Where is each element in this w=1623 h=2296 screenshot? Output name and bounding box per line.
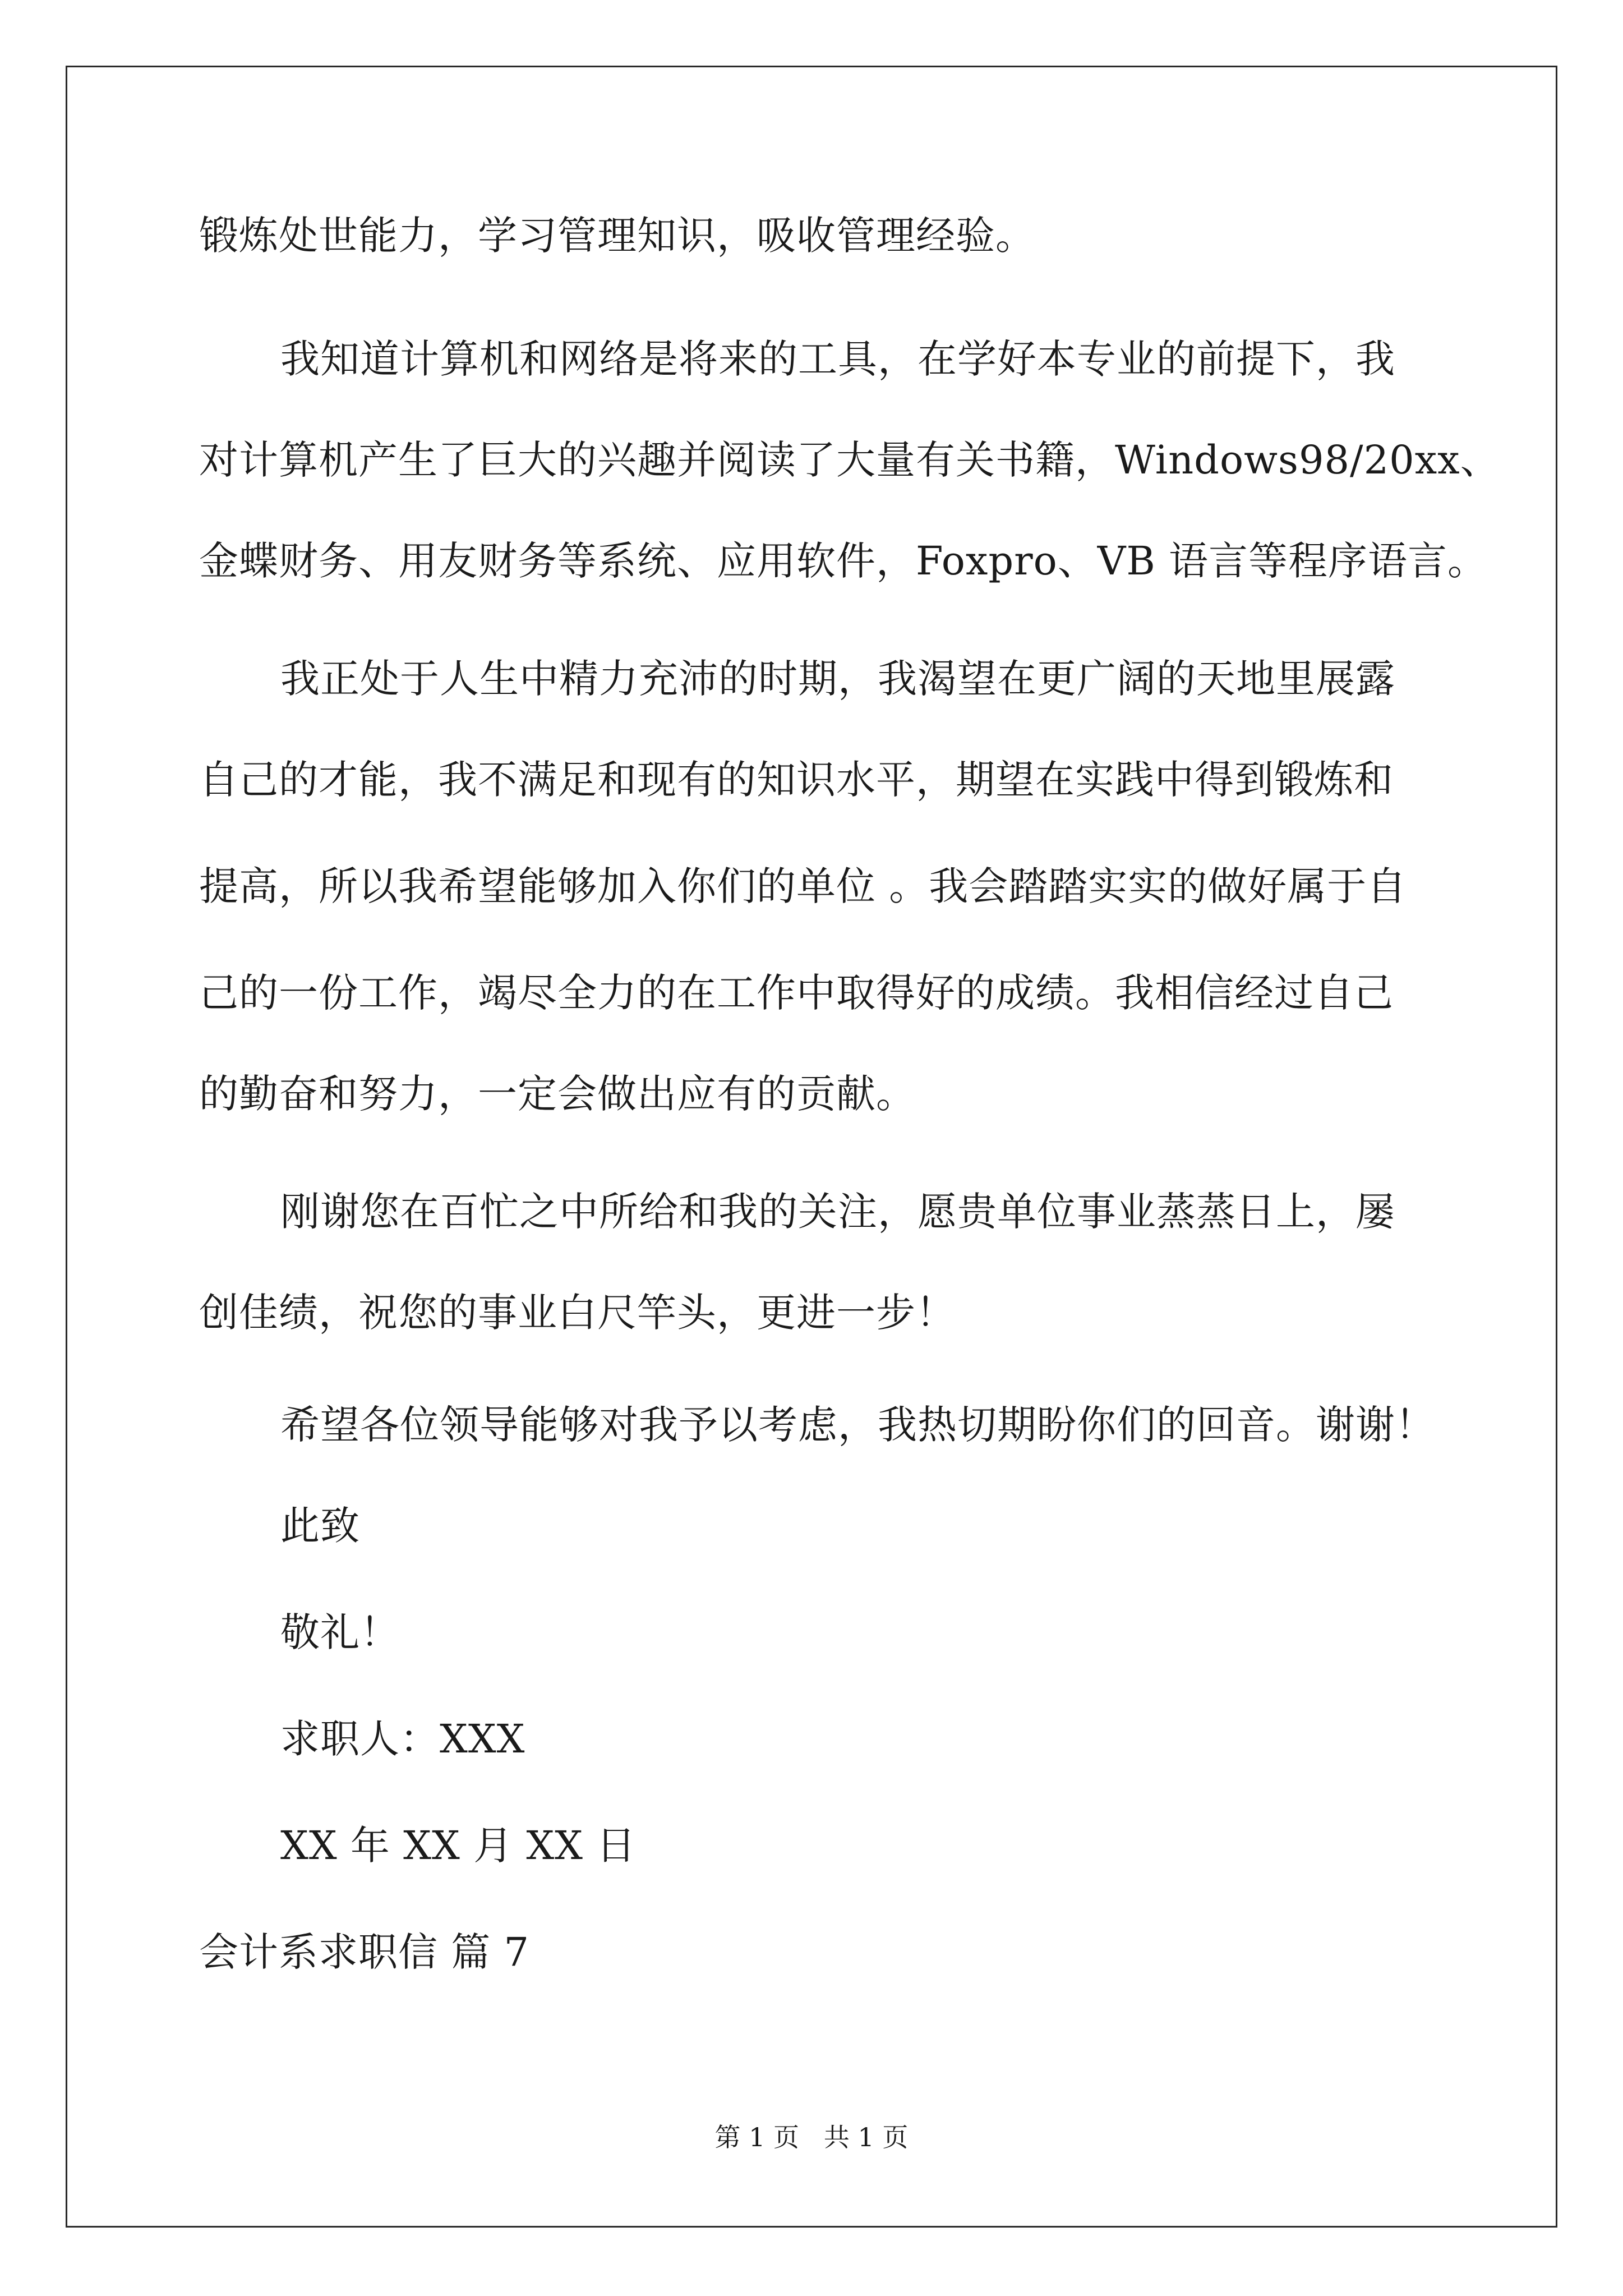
body-line: 的勤奋和努力，一定会做出应有的贡献。	[199, 1071, 916, 1117]
body-line: 刚谢您在百忙之中所给和我的关注，愿贵单位事业蒸蒸日上，屡	[280, 1189, 1395, 1235]
body-line: 我知道计算机和网络是将来的工具，在学好本专业的前提下，我	[280, 336, 1395, 382]
body-line: 金蝶财务、用友财务等系统、应用软件，Foxpro、VB 语言等程序语言。	[199, 538, 1488, 584]
closing-regards: 敬礼！	[280, 1609, 400, 1655]
body-line: 锻炼处世能力，学习管理知识，吸收管理经验。	[199, 213, 1035, 259]
signature-line: 求职人：XXX	[280, 1716, 525, 1762]
date-line: XX 年 XX 月 XX 日	[280, 1823, 637, 1869]
page-border	[66, 66, 1557, 2228]
body-line: 自己的才能，我不满足和现有的知识水平，期望在实践中得到锻炼和	[199, 757, 1394, 803]
page-footer: 第 1 页 共 1 页	[714, 2122, 909, 2152]
body-line: 我正处于人生中精力充沛的时期，我渴望在更广阔的天地里展露	[280, 656, 1395, 702]
body-line: 创佳绩，祝您的事业白尺竿头，更进一步！	[199, 1290, 956, 1336]
section-heading: 会计系求职信 篇 7	[199, 1929, 530, 1975]
body-line: 希望各位领导能够对我予以考虑，我热切期盼你们的回音。谢谢！	[280, 1402, 1435, 1448]
body-line: 对计算机产生了巨大的兴趣并阅读了大量有关书籍，Windows98/20xx、	[199, 437, 1500, 483]
body-line: 提高，所以我希望能够加入你们的单位 。我会踏踏实实的做好属于自	[199, 863, 1407, 909]
closing-salutation: 此致	[280, 1503, 360, 1549]
body-line: 己的一份工作，竭尽全力的在工作中取得好的成绩。我相信经过自己	[199, 970, 1394, 1016]
